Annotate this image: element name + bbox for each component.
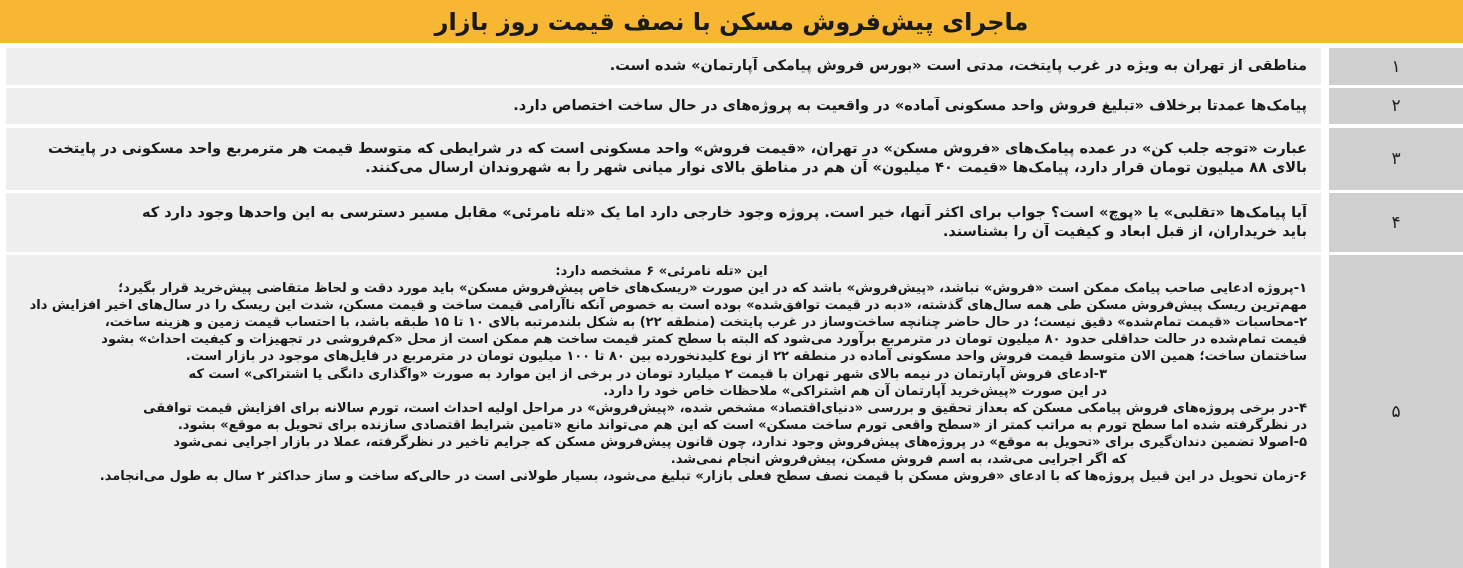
text-line: ۲-محاسبات «قیمت تمام‌شده» دقیق نیست؛ در حال حاضر چنانچه ساخت‌وساز در غرب پایتخت (منطقه ۲۲) به شکل بلندمرتبه بالای ۱۰ تا ۱۵ طبقه باشد، با احتساب قیمت زمین و هزینه ساخت، xyxy=(104,315,1307,331)
text-line: پیامک‌ها عمدتا برخلاف «تبلیغ فروش واحد مسکونی آماده» در واقعیت به پروژه‌های در حال ساخت اختصاص دارد. xyxy=(513,97,1307,114)
row-text-cell xyxy=(6,255,1321,568)
text-line: باید خریداران، از قبل ابعاد و کیفیت آن را بشناسند. xyxy=(942,223,1307,240)
table-row xyxy=(0,128,1463,190)
table-row xyxy=(0,193,1463,252)
text-line: مناطقی از تهران به ویژه در غرب پایتخت، مدتی است «بورس فروش پیامکی آپارتمان» شده است. xyxy=(609,58,1307,74)
row-text xyxy=(16,204,1307,242)
row-heading: این «تله نامرئی» ۶ مشخصه دارد: xyxy=(555,264,768,279)
text-line: در این صورت «پیش‌خرید آپارتمان آن هم اشتراکی» ملاحظات خاص خود را دارد. xyxy=(603,383,1107,399)
title-bar xyxy=(0,0,1463,43)
table-row xyxy=(0,88,1463,124)
text-line: در نظرگرفته شده اما سطح تورم به مراتب کمتر از «سطح واقعی تورم ساخت مسکن» است که این هم می‌تواند مانع «تامین شرایط اقتصادی سازنده برای تحویل به موقع» بشود. xyxy=(177,417,1307,433)
text-line: مهم‌ترین ریسک پیش‌فروش مسکن طی همه سال‌های گذشته، «دبه در قیمت توافق‌شده» بوده است به خصوص آنکه ناآرامی قیمت ساخت و قیمت مسکن، شدت این ریسک را در سال‌های اخیر افزایش داد xyxy=(29,298,1307,314)
row-number: ۲ xyxy=(1329,88,1463,124)
row-text xyxy=(16,57,1307,76)
text-line: که اگر اجرایی می‌شد، به اسم فروش مسکن، پیش‌فروش انجام نمی‌شد. xyxy=(670,452,1127,468)
page-title: ماجرای پیش‌فروش مسکن با نصف قیمت روز بازار xyxy=(434,7,1029,36)
text-line: ۳-ادعای فروش آپارتمان در نیمه بالای شهر تهران با قیمت ۲ میلیارد تومان در برخی از این موارد به صورت «واگذاری دانگی یا اشتراکی» است که xyxy=(188,366,1107,382)
table-row xyxy=(0,255,1463,568)
row-text xyxy=(16,263,1307,485)
row-text-cell xyxy=(6,193,1321,252)
text-line: قیمت تمام‌شده در حالت حداقلی حدود ۸۰ میلیون تومان در مترمربع برآورد می‌شود که البته با سطح کمتر قیمت ساخت هم ممکن است از محل «کم‌فروشی در تجهیزات و کیفیت احداث» بشود xyxy=(101,332,1307,348)
row-text xyxy=(16,97,1307,116)
text-line: ۴-در برخی پروژه‌های فروش پیامکی مسکن که بعداز تحقیق و بررسی «دنیای‌اقتصاد» مشخص شده، «پیش‌فروش» در مراحل اولیه احداث است، تورم سالانه برای افزایش قیمت توافقی xyxy=(143,400,1307,416)
text-line: آیا پیامک‌ها «تقلبی» یا «پوچ» است؟ جواب برای اکثر آنها، خیر است. پروژه وجود خارجی دارد اما یک «تله نامرئی» مقابل مسیر دسترسی به این واحدها وجود دارد که xyxy=(141,204,1307,221)
text-line: بالای ۸۸ میلیون تومان قرار دارد، پیامک‌ها «قیمت ۴۰ میلیون» آن هم در مناطق بالای نوار میانی شهر را به شهروندان ارسال می‌کنند. xyxy=(365,160,1307,176)
row-number: ۵ xyxy=(1329,255,1463,568)
text-line: ۱-پروژه ادعایی صاحب پیامک ممکن است «فروش» نباشد، «پیش‌فروش» باشد که در این صورت «ریسک‌های خاص پیش‌فروش مسکن» باید مورد دقت و لحاظ متقاضی پیش‌خرید قرار بگیرد؛ xyxy=(118,281,1307,297)
table-row xyxy=(0,48,1463,85)
row-text xyxy=(16,140,1307,178)
row-number: ۱ xyxy=(1329,48,1463,85)
text-line: عبارت «توجه جلب کن» در عمده پیامک‌های «فروش مسکن» در تهران، «قیمت فروش» واحد مسکونی است که در شرایطی که متوسط قیمت هر مترمربع واحد مسکونی در پایتخت xyxy=(48,141,1307,157)
row-number: ۳ xyxy=(1329,128,1463,190)
row-number: ۴ xyxy=(1329,193,1463,252)
text-line: ۶-زمان تحویل در این قبیل پروژه‌ها که با ادعای «فروش مسکن با قیمت نصف سطح فعلی بازار» تبلیغ می‌شود، بسیار طولانی است در حالی‌که ساخت و ساز حداکثر ۲ سال به طول می‌انجامد. xyxy=(99,469,1307,485)
text-line: ساختمان ساخت؛ همین الان متوسط قیمت فروش واحد مسکونی آماده در منطقه ۲۲ از نوع کلیدنخورده بین ۸۰ تا ۱۰۰ میلیون تومان در مترمربع در فایل‌های موجود در بازار است. xyxy=(185,349,1307,365)
row-text-cell xyxy=(6,128,1321,190)
row-text-cell xyxy=(6,88,1321,124)
text-line: ۵-اصولا تضمین دندان‌گیری برای «تحویل به موقع» در پروژه‌های پیش‌فروش وجود ندارد، چون قانون پیش‌فروش مسکن که جرایم تاخیر در نظرگرفته، عملا در بازار اجرایی نمی‌شود xyxy=(173,434,1307,450)
row-text-cell xyxy=(6,48,1321,85)
